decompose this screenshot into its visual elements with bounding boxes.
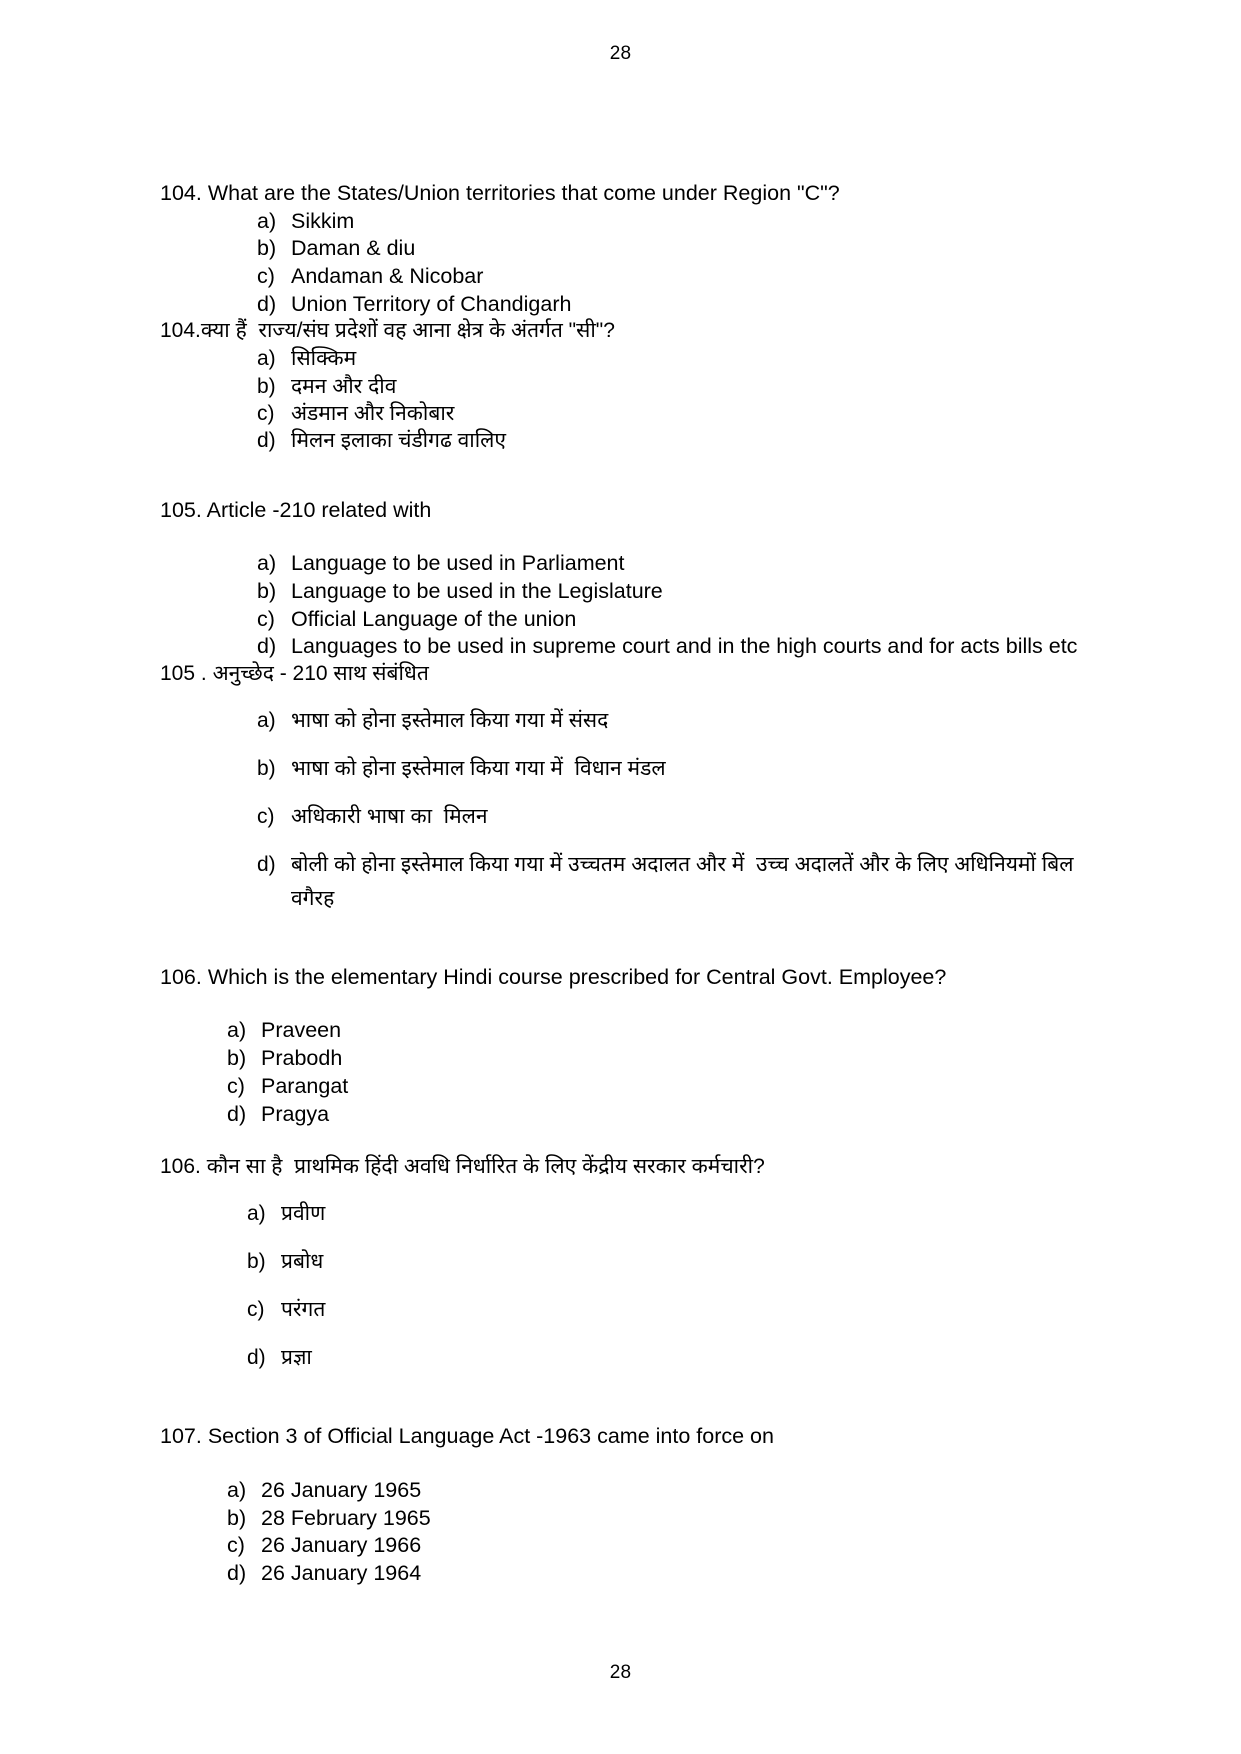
option-text: बोली को होना इस्तेमाल किया गया में उच्चतम अदालत और में उच्च अदालतें और के लिए अधिनियमों बिल वगैरह: [291, 852, 1080, 910]
option-text: Official Language of the union: [291, 606, 577, 631]
option-marker: a): [247, 1202, 266, 1226]
option-marker: c): [227, 1533, 245, 1558]
question-block-107-en: [0, 1423, 1111, 1587]
option-marker: b): [227, 1046, 247, 1071]
list-item[interactable]: [247, 1341, 1111, 1375]
option-text: Pragya: [261, 1101, 330, 1126]
list-item[interactable]: [257, 800, 1111, 834]
option-list-105-en: [0, 550, 1111, 661]
question-block-106-en: [0, 964, 1111, 1128]
option-text: Andaman & Nicobar: [291, 263, 484, 288]
list-item[interactable]: [257, 606, 1111, 634]
question-text-106-en: 106. Which is the elementary Hindi course prescribed for Central Govt. Employee?: [160, 964, 947, 989]
option-marker: c): [247, 1298, 265, 1322]
list-item[interactable]: [257, 235, 1111, 263]
option-list-106-hi: [0, 1197, 1111, 1375]
question-text-107-en: 107. Section 3 of Official Language Act -1963 came into force on: [160, 1424, 774, 1449]
option-text: प्रज्ञा: [281, 1346, 312, 1370]
spacer: [0, 930, 1111, 964]
option-marker: a): [227, 1477, 247, 1502]
list-item[interactable]: [257, 345, 1111, 372]
question-number-104-hi: 104.: [160, 319, 201, 343]
option-list-104-hi: [0, 345, 1111, 454]
option-text: 26 January 1965: [261, 1477, 422, 1502]
list-item[interactable]: [257, 550, 1111, 578]
option-marker: a): [257, 208, 277, 233]
option-marker: b): [257, 756, 276, 780]
list-item[interactable]: [257, 291, 1111, 319]
list-item[interactable]: [247, 1197, 1111, 1231]
option-text: 26 January 1966: [261, 1533, 422, 1558]
option-text: Sikkim: [291, 208, 355, 233]
option-marker: b): [227, 1505, 247, 1530]
option-text: अंडमान और निकोबार: [291, 401, 455, 425]
option-marker: d): [227, 1561, 247, 1586]
spacer: [0, 1128, 1111, 1154]
option-text: 26 January 1964: [261, 1561, 422, 1586]
list-item[interactable]: [227, 1505, 1111, 1533]
option-list-106-en: [0, 1017, 1111, 1128]
question-block-104-hi: [0, 318, 1111, 454]
option-text: भाषा को होना इस्तेमाल किया गया में विधान मंडल: [291, 756, 666, 780]
option-marker: c): [257, 606, 275, 631]
list-item[interactable]: [257, 633, 1111, 661]
list-item[interactable]: [257, 208, 1111, 236]
option-marker: d): [257, 634, 277, 659]
option-marker: b): [257, 236, 277, 261]
option-marker: d): [257, 852, 276, 876]
option-text: मिलन इलाका चंडीगढ वालिए: [291, 429, 507, 453]
list-item[interactable]: [257, 578, 1111, 606]
option-marker: c): [257, 401, 275, 425]
option-text: भाषा को होना इस्तेमाल किया गया में संसद: [291, 708, 609, 732]
spacer: [0, 455, 1111, 497]
page-number-bottom: 28: [609, 1662, 632, 1683]
question-block-104-en: [0, 180, 1111, 318]
question-text-106-hi: 106. कौन सा है प्राथमिक हिंदी अवधि निर्धारित के लिए केंद्रीय सरकार कर्मचारी?: [160, 1155, 765, 1179]
list-item[interactable]: [247, 1245, 1111, 1279]
option-marker: c): [257, 804, 275, 828]
option-text: Languages to be used in supreme court and in the high courts and for acts bills etc: [291, 634, 1078, 659]
list-item[interactable]: [257, 752, 1111, 786]
option-text: Parangat: [261, 1073, 349, 1098]
list-item[interactable]: [227, 1532, 1111, 1560]
option-marker: a): [227, 1018, 247, 1043]
option-marker: d): [257, 291, 277, 316]
option-text: Praveen: [261, 1018, 342, 1043]
question-number-106-hi: 106.: [160, 1155, 201, 1179]
list-item[interactable]: [257, 263, 1111, 291]
question-number-105-hi: 105 .: [160, 661, 207, 685]
list-item[interactable]: [247, 1293, 1111, 1327]
option-marker: b): [247, 1250, 266, 1274]
list-item[interactable]: [227, 1017, 1111, 1045]
list-item[interactable]: [257, 848, 1111, 916]
list-item[interactable]: [257, 373, 1111, 400]
option-text: प्रवीण: [281, 1202, 326, 1226]
spacer: [0, 688, 1111, 704]
option-marker: b): [257, 374, 276, 398]
question-block-106-hi: [0, 1154, 1111, 1375]
option-text: परंगत: [281, 1298, 326, 1322]
option-marker: c): [227, 1073, 245, 1098]
option-marker: a): [257, 708, 276, 732]
question-text-104-en: 104. What are the States/Union territories that come under Region "C"?: [160, 181, 840, 205]
option-text: Prabodh: [261, 1046, 343, 1071]
option-list-105-hi: [0, 704, 1111, 916]
option-marker: d): [257, 429, 276, 453]
option-text: दमन और दीव: [291, 374, 397, 398]
option-marker: a): [257, 551, 277, 576]
question-number-105-en: 105.: [160, 497, 202, 522]
question-text-105-hi: 105 . अनुच्छेद - 210 साथ संबंधित: [160, 661, 429, 685]
option-text: Daman & diu: [291, 236, 416, 261]
option-marker: b): [257, 578, 277, 603]
list-item[interactable]: [227, 1101, 1111, 1129]
spacer: [0, 1451, 1111, 1477]
option-marker: d): [247, 1346, 266, 1370]
page-number-top: 28: [609, 43, 632, 64]
option-text: Language to be used in the Legislature: [291, 578, 663, 603]
list-item[interactable]: [227, 1477, 1111, 1505]
list-item[interactable]: [227, 1560, 1111, 1588]
list-item[interactable]: [257, 704, 1111, 738]
option-marker: c): [257, 263, 275, 288]
option-text: सिक्किम: [291, 347, 357, 371]
option-marker: d): [227, 1101, 247, 1126]
spacer: [0, 1389, 1111, 1423]
option-marker: a): [257, 347, 276, 371]
list-item[interactable]: [257, 427, 1111, 454]
option-text: Language to be used in Parliament: [291, 551, 625, 576]
question-number-106-en: 106.: [160, 964, 202, 989]
question-block-105-en: [0, 497, 1111, 661]
option-text: अधिकारी भाषा का मिलन: [291, 804, 488, 828]
option-list-104-en: [0, 208, 1111, 319]
option-list-107-en: [0, 1477, 1111, 1588]
spacer: [0, 1181, 1111, 1197]
question-block-105-hi: [0, 661, 1111, 916]
spacer: [0, 524, 1111, 550]
question-number-104-en: 104.: [160, 181, 202, 205]
question-number-107-en: 107.: [160, 1424, 202, 1449]
question-text-104-hi: 104.क्या हैं राज्य/संघ प्रदेशों वह आना क्षेत्र के अंतर्गत "सी"?: [160, 319, 615, 343]
option-text: Union Territory of Chandigarh: [291, 291, 572, 316]
option-text: प्रबोध: [281, 1250, 324, 1274]
question-text-105-en: 105. Article -210 related with: [160, 497, 432, 522]
list-item[interactable]: [227, 1045, 1111, 1073]
spacer: [0, 991, 1111, 1017]
option-text: 28 February 1965: [261, 1505, 431, 1530]
question-list: [0, 180, 1241, 1588]
list-item[interactable]: [257, 400, 1111, 427]
list-item[interactable]: [227, 1073, 1111, 1101]
